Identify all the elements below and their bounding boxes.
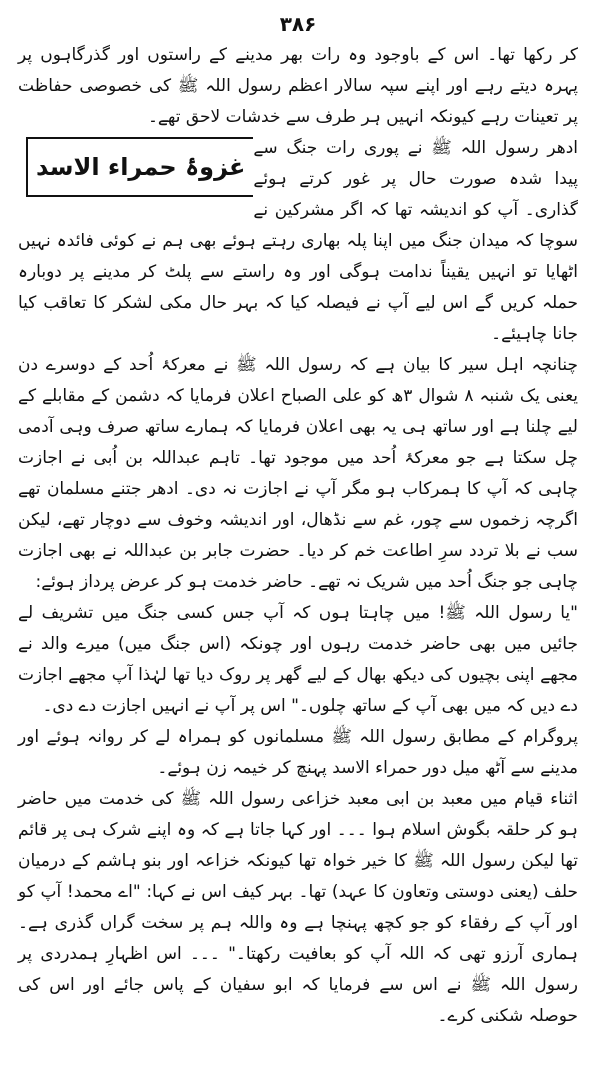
paragraph-5: پروگرام کے مطابق رسول اللہ ﷺ مسلمانوں کو ہمراہ لے کر روانہ ہوئے اور مدینے سے آٹھ میل دور حمراء الاسد پہنچ کر خیمہ زن ہوئے۔ <box>18 727 578 778</box>
paragraph-4: "یا رسول اللہ ﷺ! میں چاہتا ہوں کہ آپ جس کسی جنگ میں تشریف لے جائیں میں بھی حاضر خدمت رہوں اور چونکہ (اس جنگ میں) میرے والد نے مجھے اپنی بچیوں کی دیکھ بھال کے لیے گھر پر روک دیا تھا لہٰذا آپ مجھے اجازت دے دیں کہ میں بھی آپ کے ساتھ چلوں۔" اس پر آپ نے انہیں اجازت دے دی۔ <box>18 603 578 716</box>
paragraph-2: ادھر رسول اللہ ﷺ نے پوری رات جنگ سے پیدا شدہ صورت حال پر غور کرتے ہوئے گذاری۔ آپ کو اندیشہ تھا کہ اگر مشرکین نے سوچا کہ میدان جنگ میں اپنا پلہ بھاری رہتے ہوئے بھی ہم نے کوئی فائدہ نہیں اٹھایا تو انہیں یقیناً ندامت ہوگی اور وہ راستے سے پلٹ کر مدینے پر دوبارہ حملہ کریں گے اس لیے آپ نے فیصلہ کیا کہ بہر حال مکی لشکر کا تعاقب کیا جانا چاہیئے۔ <box>18 138 578 344</box>
paragraph-3: چنانچہ اہل سیر کا بیان ہے کہ رسول اللہ ﷺ نے معرکۂ اُحد کے دوسرے دن یعنی یک شنبہ ۸ شوال ۳ھ کو علی الصباح اعلان فرمایا کہ دشمن کے مقابلے کے لیے چلنا ہے اور ساتھ ہی یہ بھی اعلان فرمایا کہ ہمارے ساتھ صرف وہی آدمی چل سکتا ہے جو معرکۂ اُحد میں موجود تھا۔ تاہم عبداللہ بن اُبی نے اجازت چاہی کہ آپ کا ہمرکاب ہو مگر آپ نے اجازت نہ دی۔ ادھر جتنے مسلمان تھے اگرچہ زخموں سے چور، غم سے نڈھال، اور اندیشہ وخوف سے دوچار تھے، لیکن سب نے بلا تردد سرِ اطاعت خم کر دیا۔ حضرت جابر بن عبداللہ نے بھی اجازت چاہی جو جنگ اُحد میں شریک نہ تھے۔ حاضر خدمت ہو کر عرض پرداز ہوئے: <box>18 355 578 592</box>
paragraph-1: کر رکھا تھا۔ اس کے باوجود وہ رات بھر مدینے کے راستوں اور گذرگاہوں پر پہرہ دیتے رہے اور اپنے سپہ سالار اعظم رسول اللہ ﷺ کی خصوصی حفاظت پر تعینات رہے کیونکہ انہیں ہر طرف سے خدشات لاحق تھے۔ <box>18 45 578 127</box>
page-number: ۳۸۶ <box>279 12 317 36</box>
body-text <box>18 40 578 1032</box>
paragraph-6: اثناء قیام میں معبد بن ابی معبد خزاعی رسول اللہ ﷺ کی خدمت میں حاضر ہو کر حلقہ بگوش اسلام ہوا ۔۔۔ اور کہا جاتا ہے کہ وہ اپنے شرک ہی پر قائم تھا لیکن رسول اللہ ﷺ کا خیر خواہ تھا کیونکہ خزاعہ اور بنو ہاشم کے درمیان حلف (یعنی دوستی وتعاون کا عہد) تھا۔ بہر کیف اس نے کہا: "اے محمد! آپ کو اور آپ کے رفقاء کو جو کچھ پہنچا ہے وہ واللہ ہم پر سخت گراں گذری ہے۔ ہماری آرزو تھی کہ اللہ آپ کو بعافیت رکھتا۔" ۔۔۔ اس اظہارِ ہمدردی پر رسول اللہ ﷺ نے اس سے فرمایا کہ ابو سفیان کے پاس جائے اور اس کی حوصلہ شکنی کرے۔ <box>18 789 578 1026</box>
section-heading: غزوۂ حمراء الاسد <box>26 137 253 197</box>
